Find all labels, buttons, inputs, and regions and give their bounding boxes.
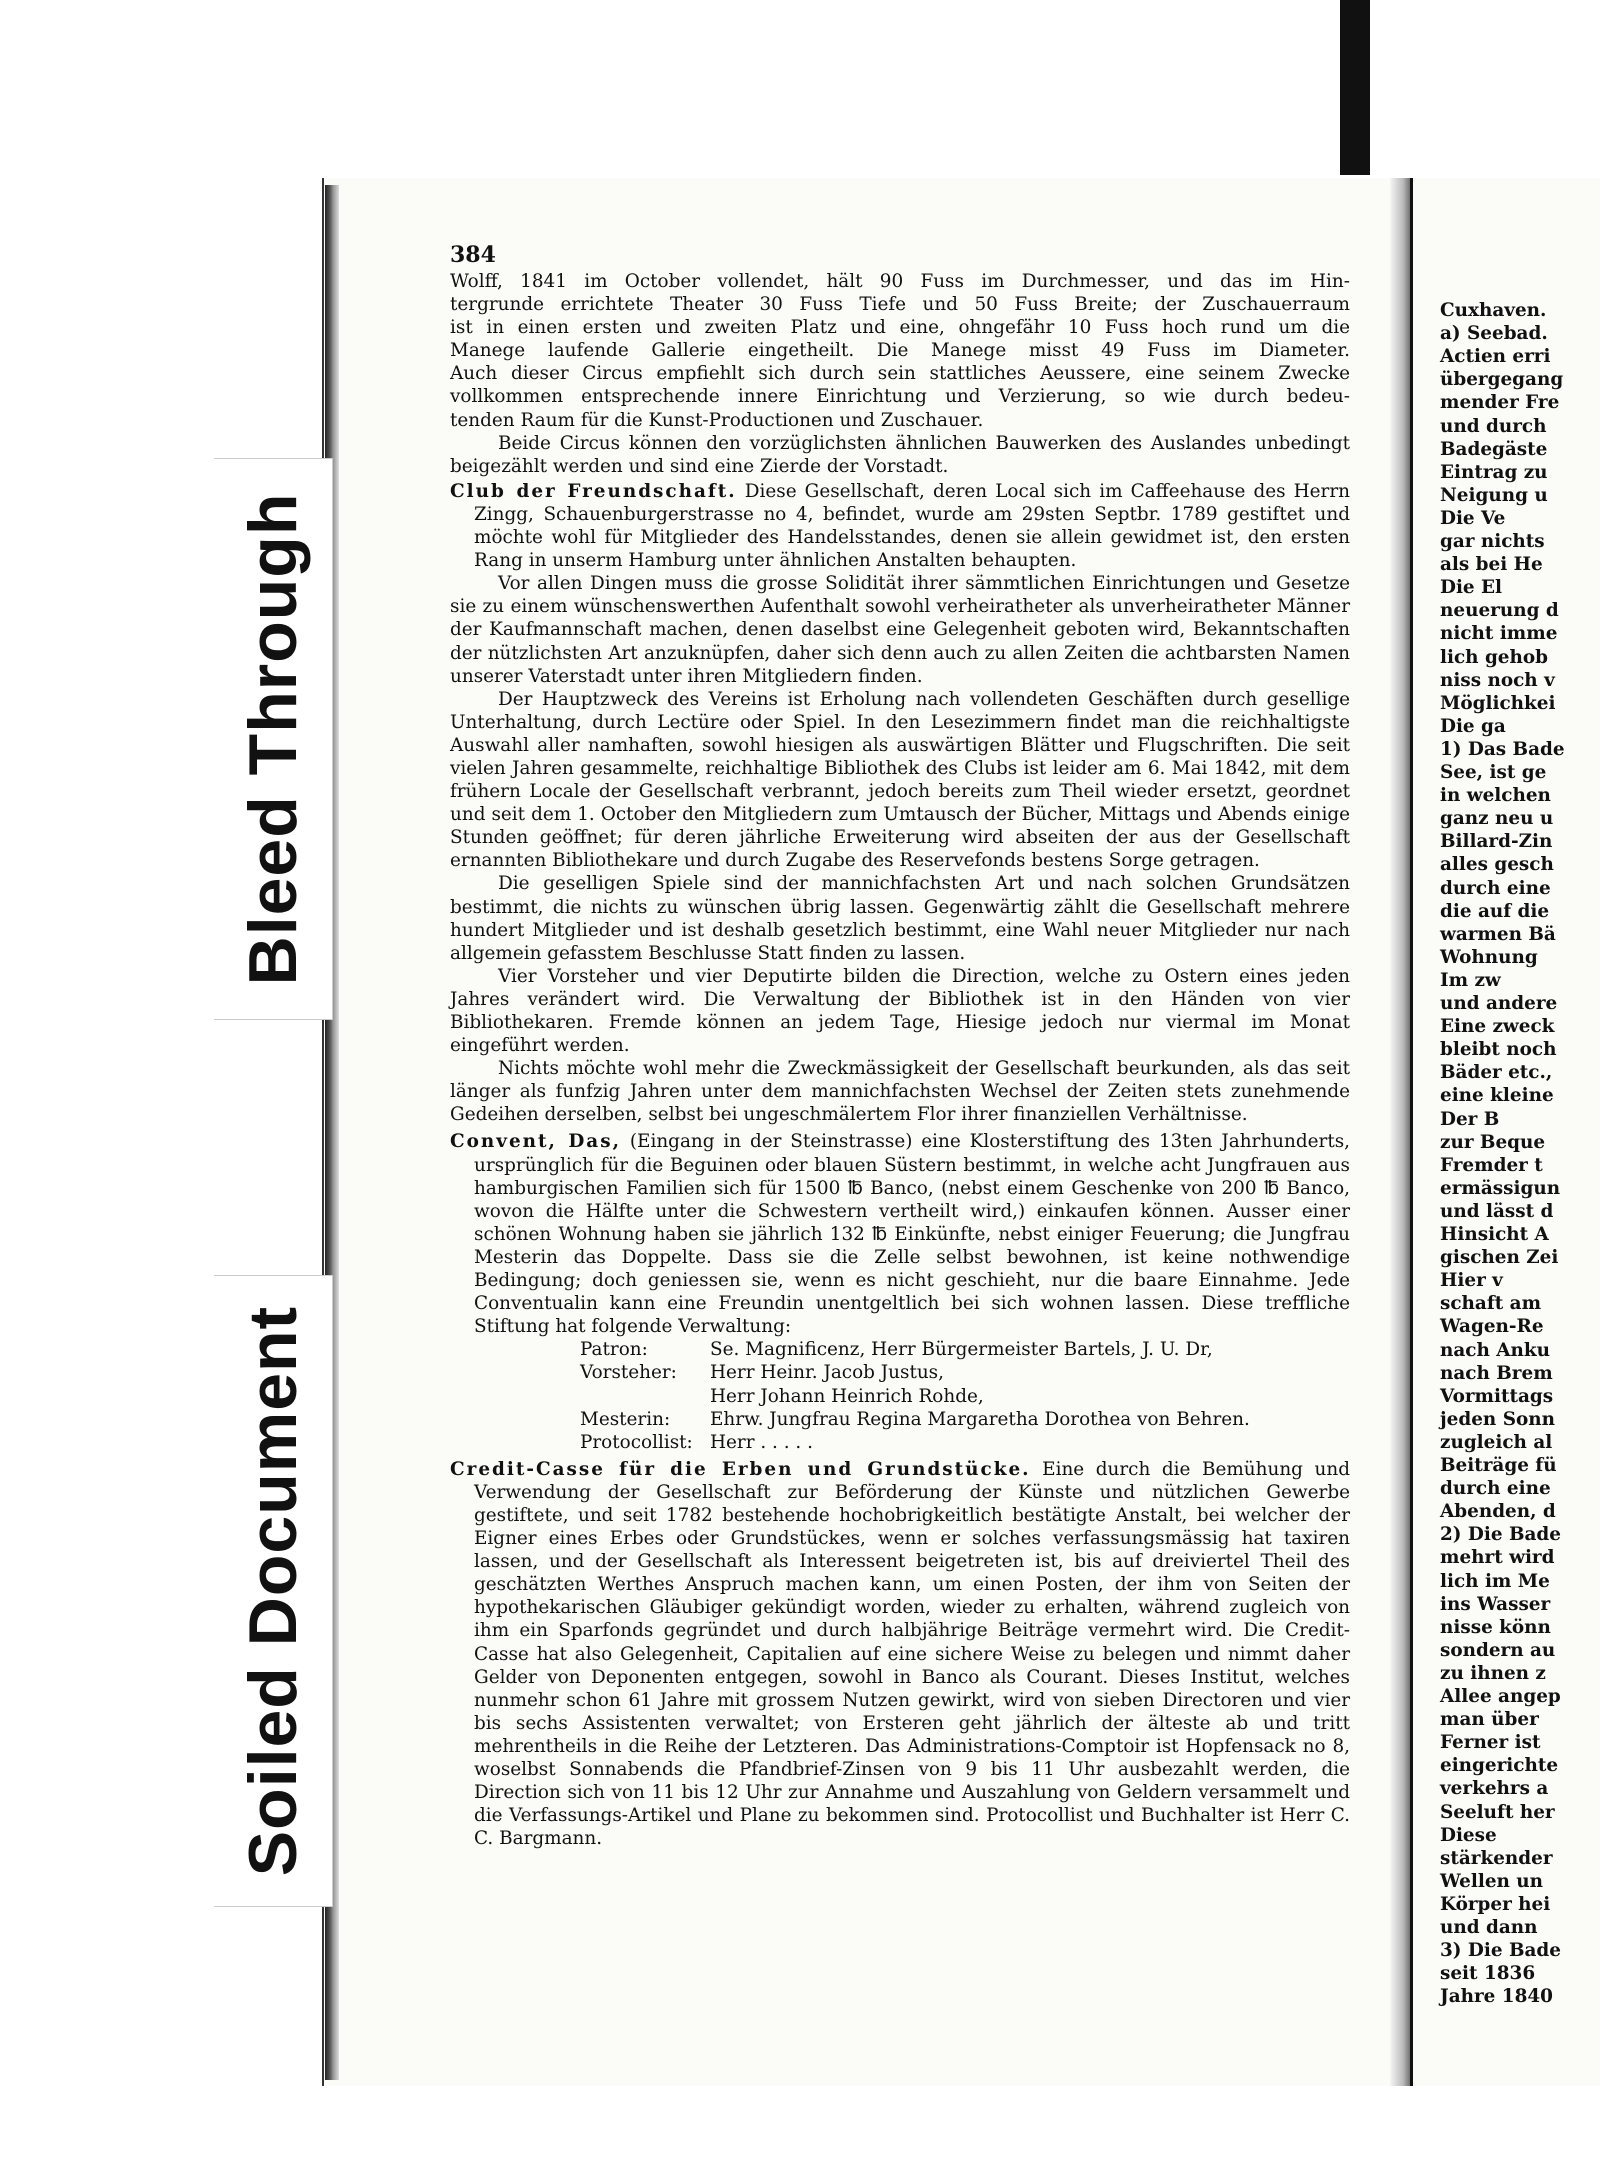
right-page-line: nicht imme <box>1440 623 1558 645</box>
right-page-line: Allee angep <box>1440 1686 1561 1707</box>
admin-role: Patron: <box>580 1339 648 1361</box>
right-page-line: und dann <box>1440 1917 1538 1938</box>
admin-row <box>450 1408 1350 1431</box>
admin-name: Herr . . . . . <box>710 1431 813 1453</box>
right-page-line: verkehrs a <box>1440 1778 1549 1800</box>
right-page-line: Der B <box>1440 1108 1500 1130</box>
right-page-line: alles gesch <box>1440 854 1554 876</box>
right-page-line: Actien erri <box>1440 346 1551 368</box>
right-page-line: Die ga <box>1440 715 1506 737</box>
right-page-line: Bäder etc., <box>1440 1062 1553 1084</box>
admin-name: Ehrw. Jungfrau Regina Margaretha Dorothea von Behren. <box>710 1408 1250 1430</box>
right-page-line: Vormittags <box>1440 1385 1554 1407</box>
circus-note: Beide Circus können den vorzüglichsten ähnlichen Bauwerken des Auslandes unbedingt beigezählt werden und sind eine Zierde der Vorstadt. <box>450 432 1350 477</box>
right-page-line: Seeluft her <box>1440 1801 1555 1823</box>
admin-role: Vorsteher: <box>580 1362 677 1384</box>
right-page-line: ins Wasser <box>1440 1593 1551 1615</box>
right-page-line: a) Seebad. <box>1440 323 1548 345</box>
right-page-line: gar nichts <box>1440 531 1545 552</box>
club-heading: Club der Freundschaft. <box>450 480 737 502</box>
page-number: 384 <box>450 242 496 268</box>
right-page-line: durch eine <box>1440 877 1551 899</box>
right-page-line: und andere <box>1440 993 1558 1014</box>
right-page-line: und lässt d <box>1440 1200 1554 1222</box>
binder-strip <box>1340 0 1370 175</box>
right-page-line: mender Fre <box>1440 392 1560 414</box>
right-page-line: Die Ve <box>1440 507 1506 529</box>
admin-name: Herr Heinr. Jacob Justus, <box>710 1362 944 1384</box>
page-text <box>450 270 1350 1850</box>
admin-name: Herr Johann Heinrich Rohde, <box>710 1385 984 1407</box>
right-page-line: eingerichte <box>1440 1755 1559 1777</box>
admin-role: Mesterin: <box>580 1408 671 1430</box>
right-page-line: neuerung d <box>1440 600 1559 622</box>
right-page-line: Badegäste <box>1440 438 1548 460</box>
wolff-line: ist in einen ersten und zweiten Platz und eine, ohngefähr 10 Fuss hoch rund um die <box>450 317 1350 339</box>
right-page-line: Hinsicht A <box>1440 1224 1549 1245</box>
admin-role <box>450 1385 710 1408</box>
right-page-line: schaft am <box>1440 1293 1542 1315</box>
right-page-line: zugleich al <box>1440 1431 1553 1453</box>
credit-entry <box>450 1458 1350 1851</box>
right-page-line: zur Beque <box>1440 1131 1546 1153</box>
right-page-line: und durch <box>1440 415 1547 437</box>
right-page-line: die auf die <box>1440 900 1550 922</box>
wolff-line: tergrunde errichtete Theater 30 Fuss Tiefe und 50 Fuss Breite; der Zuschauerraum <box>450 294 1350 316</box>
convent-entry <box>450 1130 1350 1338</box>
right-page-line: in welchen <box>1440 785 1551 807</box>
admin-row <box>450 1338 1350 1361</box>
right-page-line: Ferner ist <box>1440 1732 1541 1754</box>
right-page-line: Cuxhaven. <box>1440 300 1547 321</box>
right-page-line: sondern au <box>1440 1639 1556 1661</box>
right-page-line: Fremder t <box>1440 1154 1543 1176</box>
right-page-line: warmen Bä <box>1440 923 1556 945</box>
wolff-line: Auch dieser Circus empfiehlt sich durch sein stattliches Aeussere, eine seinem Zwecke <box>450 363 1350 385</box>
wolff-line: Wolff, 1841 im October vollendet, hält 90 Fuss im Durchmesser, und das im Hin- <box>450 271 1350 292</box>
right-page-line: gischen Zei <box>1440 1247 1559 1269</box>
convent-text: (Eingang in der Steinstrasse) eine Klosterstiftung des 13ten Jahrhunderts, ursprünglich für die Beguinen oder blauen Süstern bestimmt, in welche acht Jungfrauen aus hamburgischen Familien sich für 1500 ℔ Banco, (nebst einem Geschenke von 200 ℔ Banco, wovon die Hälfte unter die Schwestern vertheilt wird,) einkaufen können. Ausser einer schönen Wohnung haben sie jährlich 132 ℔ Einkünfte, nebst einiger Feuerung; die Jungfrau Mesterin das Doppelte. Dass sie die Zelle selbst bewohnen, ist keine nothwendige Bedingung; doch geniessen sie, wenn es nicht geschieht, nur die baare Einnahme. Jede Conventualin kann eine Freundin unentgeltlich bei sich wohnen lassen. Diese treffliche Stiftung hat folgende Verwaltung: <box>474 1131 1350 1338</box>
right-page-line: Möglichkei <box>1440 692 1556 714</box>
admin-role: Protocollist: <box>580 1431 693 1453</box>
right-page-line: Eine zweck <box>1440 1016 1555 1038</box>
right-page-line: Beiträge fü <box>1440 1455 1557 1476</box>
right-page-line: niss noch v <box>1440 669 1555 691</box>
right-page-line: Wellen un <box>1440 1870 1544 1892</box>
club-paragraph-6: Nichts möchte wohl mehr die Zweckmässigkeit der Gesellschaft beurkunden, als das seit länger als funfzig Jahren unter dem mannichfachsten Wechsel der Zeiten stets zunehmende Gedeihen derselben, selbst bei ungeschmälertem Flor ihrer finanziellen Verhältnisse. <box>450 1058 1350 1126</box>
right-page-line: lich im Me <box>1440 1570 1550 1592</box>
convent-administration <box>450 1338 1350 1453</box>
right-page-line: 3) Die Bade <box>1440 1940 1561 1962</box>
right-page-line: Die El <box>1440 577 1503 599</box>
club-paragraph-3: Der Hauptzweck des Vereins ist Erholung nach vollendeten Geschäften durch gesellige Unterhaltung, durch Lectüre oder Spiel. In den Lesezimmern findet man die reichhaltigste Auswahl aller namhaften, sowohl hiesigen als auswärtigen Blätter und Flugschriften. Die seit vielen Jahren gesammelte, reichhaltige Bibliothek des Clubs ist leider am 6. Mai 1842, mit dem frühern Locale der Gesellschaft verbrannt, jedoch bereits zum Theil wieder ersetzt, geordnet und seit dem 1. October den Mitgliedern zum Umtausch der Bücher, Mittags und Abends einige Stunden geöffnet; für deren jährliche Erweiterung wird abseiten der aus der Gesellschaft ernannten Bibliothekare und durch Zugabe des Reservefonds bestens Sorge getragen. <box>450 688 1350 872</box>
credit-heading: Credit-Casse für die Erben und Grundstücke. <box>450 1458 1031 1480</box>
right-page-line: als bei He <box>1440 554 1543 576</box>
club-paragraph-2: Vor allen Dingen muss die grosse Solidität ihrer sämmtlichen Einrichtungen und Gesetze sie zu einem wünschenswerthen Aufenthalt sowohl verheiratheter als unverheiratheter Männer der Kaufmannschaft machen, denen daselbst eine Gelegenheit geboten wird, Bekanntschaften der nützlichsten Art anzuknüpfen, daher sich denn auch zu allen Zeiten die achtbarsten Namen unserer Vaterstadt unter ihren Mitgliedern finden. <box>450 573 1350 687</box>
right-page-line: bleibt noch <box>1440 1039 1557 1061</box>
right-page-line: Wohnung <box>1440 946 1538 968</box>
right-page-line: zu ihnen z <box>1440 1662 1546 1684</box>
right-page-line: nisse könn <box>1440 1616 1551 1638</box>
credit-text: Eine durch die Bemühung und Verwendung der Gesellschaft zur Beförderung der Künste und nützlichen Gewerbe gestiftete, und seit 1782 bestehende hochobrigkeitlich bestätigte Anstalt, bei welcher der Eigner eines Erbes oder Grundstückes, wenn er solches verfassungsmässig hat taxiren lassen, und der Gesellschaft als Interessent beigetreten ist, bis auf dreiviertel Theil des geschätzten Werthes Anspruch machen kann, um einen Posten, der ihm von Seiten der hypothekarischen Gläubiger gekündigt worden, wieder zu erhalten, während zugleich von ihm ein Sparfonds gegründet und durch halbjährige Beiträge vermehrt wird. Die Credit-Casse hat also Gelegenheit, Capitalien auf eine sichere Weise zu belegen und nimmt daher Gelder von Deponenten entgegen, sowohl in Banco als Courant. Dieses Institut, welches nunmehr schon 61 Jahre mit grossem Nutzen gewirkt, wird von sieben Directoren und vier bis sechs Assistenten verwaltet; von Ersteren geht jährlich der älteste ab und tritt mehrentheils in die Reihe der Letzteren. Das Administrations-Comptoir ist Hopfensack no 8, woselbst Sonnabends die Pfandbrief-Zinsen von 9 bis 11 Uhr ausbezahlt werden, die Direction sich von 11 bis 12 Uhr zur Annahme und Auszahlung von Geldern versammelt und die Verfassungs-Artikel und Plane zu bekommen sind. Protocollist und Buchhalter ist Herr C. C. Bargmann. <box>474 1458 1350 1850</box>
admin-row <box>450 1431 1350 1454</box>
right-page-line: übergegang <box>1440 369 1564 391</box>
right-page-line: ganz neu u <box>1440 808 1554 830</box>
right-page-line: Neigung u <box>1440 484 1548 506</box>
right-page-line: seit 1836 <box>1440 1963 1536 1985</box>
wolff-entry <box>450 270 1350 432</box>
right-page-line: Diese <box>1440 1824 1497 1846</box>
bleed-through-label: Bleed Through <box>235 492 311 986</box>
right-page-line: lich gehob <box>1440 646 1549 668</box>
right-page-line: mehrt wird <box>1440 1547 1555 1569</box>
right-page-line: Eintrag zu <box>1440 461 1548 483</box>
club-paragraph-5: Vier Vorsteher und vier Deputirte bilden die Direction, welche zu Ostern eines jeden Jahres verändert wird. Die Verwaltung der Bibliothek ist in den Händen von vier Bibliothekaren. Fremde können an jedem Tage, Hiesige jedoch nur viermal im Monat eingeführt werden. <box>450 965 1350 1057</box>
right-page-line: 1) Das Bade <box>1440 738 1565 760</box>
wolff-line: vollkommen entsprechende innere Einrichtung und Verzierung, so wie durch bedeu- <box>450 386 1350 408</box>
right-page-line: durch eine <box>1440 1478 1551 1500</box>
admin-row <box>450 1361 1350 1384</box>
admin-row <box>450 1385 1350 1408</box>
right-page-line: eine kleine <box>1440 1085 1554 1107</box>
soiled-document-stamp <box>214 1275 333 1907</box>
right-page-line: stärkender <box>1440 1847 1553 1869</box>
right-page-line: Jahre 1840 <box>1440 1986 1553 2008</box>
soiled-document-label: Soiled Document <box>235 1305 311 1877</box>
right-page-line: 2) Die Bade <box>1440 1524 1561 1546</box>
right-page-line: nach Anku <box>1440 1339 1551 1361</box>
club-entry <box>450 480 1350 572</box>
right-page-line: Im zw <box>1440 969 1501 991</box>
right-page-line: ermässigun <box>1440 1177 1561 1199</box>
convent-heading: Convent, Das, <box>450 1131 621 1153</box>
club-paragraph-4: Die geselligen Spiele sind der mannichfachsten Art und nach solchen Grundsätzen bestimmt, die nichts zu wünschen übrig lassen. Gegenwärtig zählt die Gesellschaft mehrere hundert Mitglieder und ist deshalb gesetzlich bestimmt, eine Wahl neuer Mitglieder nur nach allgemein gefasstem Beschlusse Statt finden zu lassen. <box>450 873 1350 964</box>
wolff-line: tenden Raum für die Kunst-Productionen und Zuschauer. <box>450 409 984 431</box>
bleed-through-stamp <box>214 458 333 1020</box>
right-page-line: nach Brem <box>1440 1362 1553 1384</box>
admin-name: Se. Magnificenz, Herr Bürgermeister Bartels, J. U. Dr, <box>710 1339 1213 1361</box>
right-page-line: Hier v <box>1440 1270 1503 1292</box>
right-page-line: jeden Sonn <box>1440 1408 1555 1430</box>
right-page-line: Körper hei <box>1440 1893 1551 1915</box>
right-page-line: See, ist ge <box>1440 762 1547 783</box>
right-page-line: man über <box>1440 1709 1539 1731</box>
right-page-line: Billard-Zin <box>1440 831 1553 853</box>
wolff-line: Manege laufende Gallerie eingetheilt. Die Manege misst 49 Fuss im Diameter. <box>450 340 1350 362</box>
club-paragraph-1: Diese Gesellschaft, deren Local sich im Caffeehause des Herrn Zingg, Schauenburgerstrasse no 4, befindet, wurde am 29sten Septbr. 1789 gestiftet und möchte wohl für Mitglieder des Handelsstandes, denen sie allein gewidmet ist, den ersten Rang in unserm Hamburg unter ähnlichen Anstalten behaupten. <box>474 480 1350 572</box>
right-page-line: Abenden, d <box>1440 1501 1556 1523</box>
right-page-line: Wagen-Re <box>1440 1316 1544 1338</box>
